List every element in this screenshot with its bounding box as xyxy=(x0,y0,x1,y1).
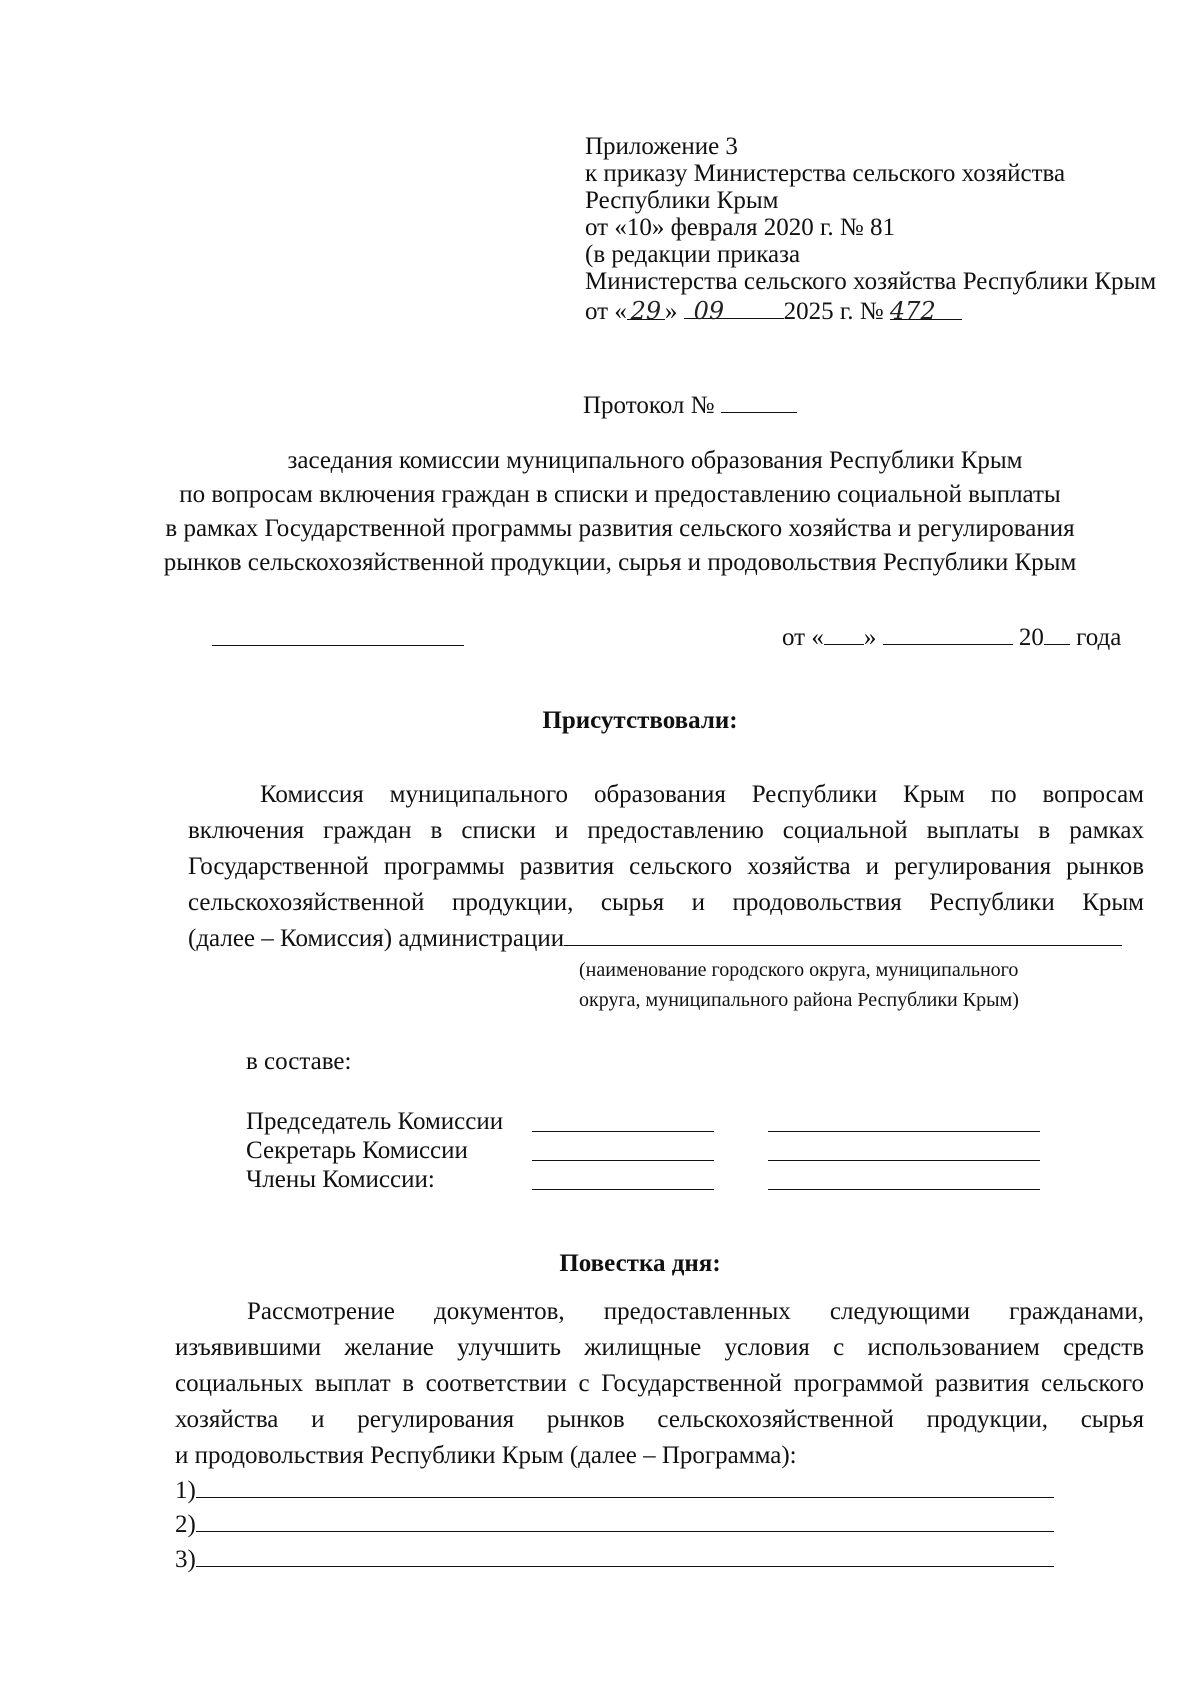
protocol-number-field xyxy=(721,390,797,413)
date-mid-quote: » xyxy=(863,624,877,651)
agenda-item-1 xyxy=(175,1475,1054,1505)
protocol-date-line xyxy=(782,622,1121,652)
chairman-name-field xyxy=(768,1131,1040,1132)
agenda-para-line-5: и продовольствия Республики Крым (далее – Программа): xyxy=(175,1442,797,1469)
year-field xyxy=(1044,622,1070,645)
year-prefix: 20 xyxy=(1018,624,1044,651)
present-para-line-4: сельскохозяйственной продукции, сырья и продовольствия Республики Крым xyxy=(188,889,1144,916)
appendix-title: Приложение 3 xyxy=(585,133,738,160)
administration-name-field xyxy=(564,923,1122,946)
note-line-1: (наименование городского округа, муниципального xyxy=(579,959,1019,981)
handwritten-day: 29 xyxy=(627,297,665,320)
subtitle-line-1: заседания комиссии муниципального образования Республики Крым xyxy=(287,447,1023,474)
agenda-para-line-1: Рассмотрение документов, предоставленных следующими гражданами, xyxy=(247,1298,1144,1325)
date-start: от « xyxy=(782,624,824,651)
appendix-line-republic: Республики Крым xyxy=(585,187,779,214)
present-para-line-1: Комиссия муниципального образования Республики Крым по вопросам xyxy=(260,781,1144,808)
item-field xyxy=(196,1544,1054,1567)
appendix-line-order: к приказу Министерства сельского хозяйства xyxy=(585,160,1066,187)
agenda-para-line-4: хозяйства и регулирования рынков сельскохозяйственной продукции, сырья xyxy=(175,1406,1144,1433)
members-label: Члены Комиссии: xyxy=(246,1166,435,1193)
members-signature-field xyxy=(532,1189,714,1190)
appendix-revision-date xyxy=(585,297,962,326)
composition-label: в составе: xyxy=(246,1048,352,1075)
date-year: 2025 г. № xyxy=(783,298,884,325)
month-field xyxy=(883,622,1013,645)
place-field xyxy=(212,645,464,646)
item-number: 2) xyxy=(175,1511,196,1538)
item-field xyxy=(196,1475,1054,1498)
present-para-line-3: Государственной программы развития сельского хозяйства и регулирования рынков xyxy=(188,853,1144,880)
item-number: 3) xyxy=(175,1546,196,1573)
agenda-heading: Повестка дня: xyxy=(559,1250,721,1277)
day-field xyxy=(824,622,864,645)
members-name-field xyxy=(768,1189,1040,1190)
subtitle-line-4: рынков сельскохозяйственной продукции, сырья и продовольствия Республики Крым xyxy=(163,549,1077,576)
date-mid: » xyxy=(664,298,678,325)
handwritten-month: 09 xyxy=(684,297,784,319)
handwritten-order-number: 472 xyxy=(890,297,962,320)
administration-note xyxy=(579,955,1019,1015)
agenda-item-2 xyxy=(175,1509,1054,1539)
agenda-para-line-3: социальных выплат в соответствии с Государственной программой развития сельского xyxy=(175,1370,1144,1397)
appendix-line-revision: (в редакции приказа xyxy=(585,241,801,268)
agenda-item-3 xyxy=(175,1544,1054,1574)
protocol-title xyxy=(583,390,797,420)
protocol-title-text: Протокол № xyxy=(583,392,715,419)
administration-label: (далее – Комиссия) администрации xyxy=(188,925,565,952)
secretary-signature-field xyxy=(532,1160,714,1161)
chairman-label: Председатель Комиссии xyxy=(246,1108,504,1135)
item-number: 1) xyxy=(175,1477,196,1504)
present-heading: Присутствовали: xyxy=(542,707,738,734)
chairman-signature-field xyxy=(532,1131,714,1132)
note-line-2: округа, муниципального района Республики Крым) xyxy=(579,989,1019,1011)
appendix-line-date: от «10» февраля 2020 г. № 81 xyxy=(585,214,896,241)
appendix-line-ministry: Министерства сельского хозяйства Республики Крым xyxy=(585,268,1157,295)
agenda-para-line-2: изъявившими желание улучшить жилищные условия с использованием средств xyxy=(175,1334,1144,1361)
date-prefix: от « xyxy=(585,298,627,325)
protocol-subtitle xyxy=(0,444,1200,580)
item-field xyxy=(196,1509,1054,1532)
subtitle-line-3: в рамках Государственной программы развития сельского хозяйства и регулирования xyxy=(165,515,1075,542)
secretary-label: Секретарь Комиссии xyxy=(246,1137,468,1164)
year-word: года xyxy=(1076,624,1122,651)
secretary-name-field xyxy=(768,1160,1040,1161)
present-para-line-2: включения граждан в списки и предоставлению социальной выплаты в рамках xyxy=(188,817,1144,844)
subtitle-line-2: по вопросам включения граждан в списки и предоставлению социальной выплаты xyxy=(179,481,1061,508)
present-para-line-5 xyxy=(188,921,1122,957)
